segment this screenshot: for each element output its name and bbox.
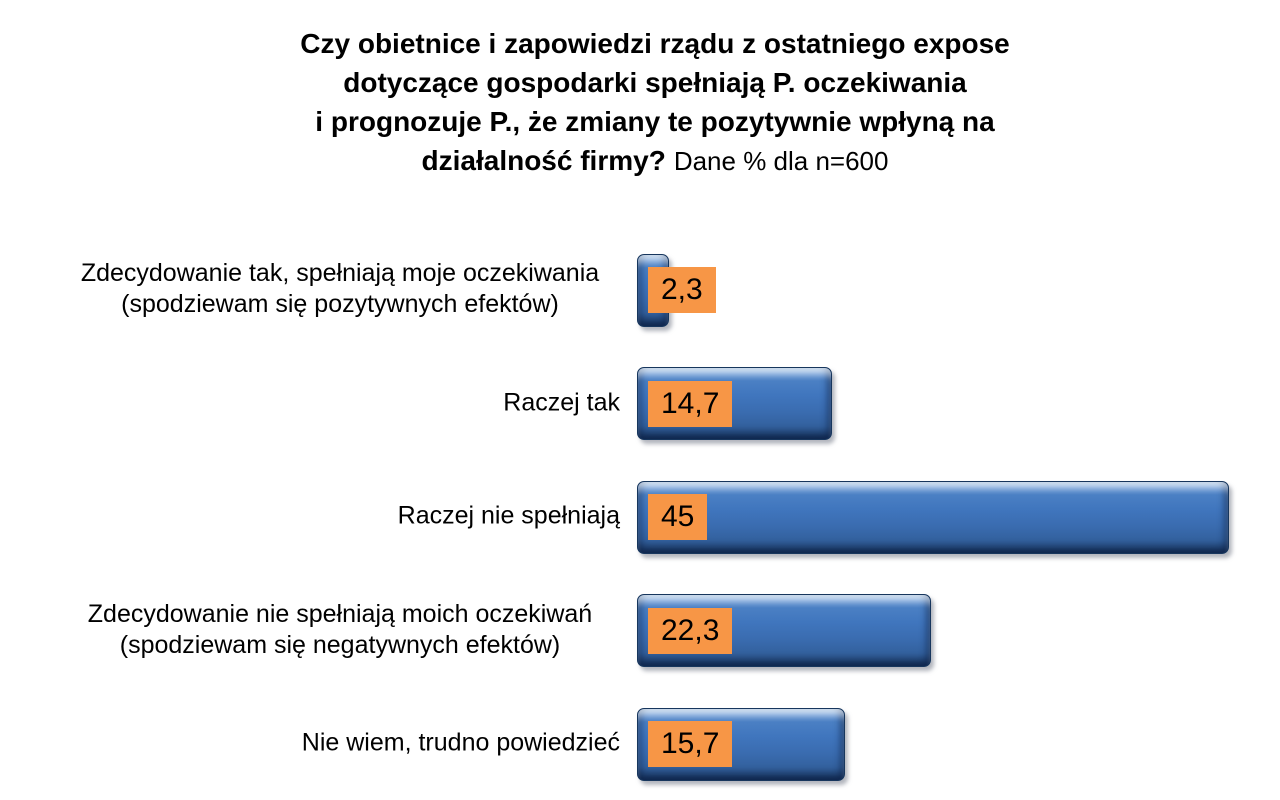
value-label: 22,3 bbox=[648, 608, 732, 654]
category-label bbox=[60, 258, 620, 320]
category-label bbox=[60, 599, 620, 661]
title-line-3: i prognozuje P., że zmiany te pozytywnie wpłyną na bbox=[315, 106, 995, 137]
category-label bbox=[60, 728, 620, 759]
category-label-text: Zdecydowanie tak, spełniają moje oczekiwania (spodziewam się pozytywnych efektów) bbox=[80, 259, 600, 318]
sample-size-note: Dane % dla n=600 bbox=[673, 146, 889, 176]
value-label: 15,7 bbox=[648, 721, 732, 767]
value-label: 45 bbox=[648, 494, 707, 540]
bar bbox=[637, 367, 832, 440]
bar bbox=[637, 594, 931, 667]
category-label-text: Zdecydowanie nie spełniają moich oczekiwań (spodziewam się negatywnych efektów) bbox=[87, 599, 593, 659]
category-label bbox=[60, 501, 620, 532]
category-label-text: Nie wiem, trudno powiedzieć bbox=[301, 728, 620, 757]
bar bbox=[637, 708, 845, 781]
bar bbox=[637, 481, 1229, 554]
bar bbox=[637, 254, 703, 327]
value-label: 2,3 bbox=[648, 267, 716, 313]
category-label-text: Raczej nie spełniają bbox=[397, 501, 620, 530]
title-line-2: dotyczące gospodarki spełniają P. oczekiwania bbox=[343, 67, 967, 98]
value-label: 14,7 bbox=[648, 381, 732, 427]
category-label bbox=[60, 387, 620, 418]
title-line-1: Czy obietnice i zapowiedzi rządu z ostatniego expose bbox=[300, 28, 1010, 59]
category-label-text: Raczej tak bbox=[503, 388, 620, 416]
title-question-end: działalność firmy? bbox=[421, 145, 666, 176]
